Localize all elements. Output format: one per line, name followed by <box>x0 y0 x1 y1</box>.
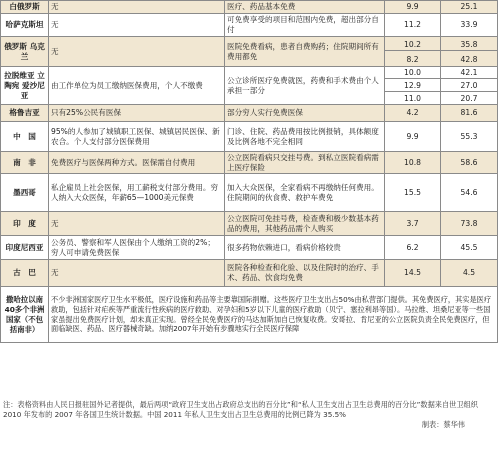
value-line: 35.8 <box>441 39 497 51</box>
private-health-pct-cell: 4.5 <box>441 260 498 287</box>
private-health-pct-cell: 55.3 <box>441 122 498 152</box>
gov-health-pct-cell <box>385 67 441 105</box>
country-cell: 拉脱维亚 立陶宛 爱沙尼亚 <box>1 67 49 105</box>
gov-health-pct-cell: 11.2 <box>385 14 441 37</box>
gov-health-pct-cell: 6.2 <box>385 236 441 260</box>
gov-health-pct-cell <box>385 37 441 67</box>
table-row <box>1 174 498 212</box>
country-cell: 俄罗斯 乌克兰 <box>1 37 49 67</box>
country-cell: 墨西哥 <box>1 174 49 212</box>
table-row <box>1 37 498 67</box>
table-row <box>1 152 498 174</box>
value-line: 12.9 <box>385 80 440 92</box>
value-line: 10.0 <box>385 67 440 79</box>
gov-health-pct-cell: 14.5 <box>385 260 441 287</box>
insurance-cell: 无 <box>49 212 225 236</box>
coverage-cell: 部分穷人实行免费医保 <box>225 105 385 122</box>
coverage-cell: 公立医院可免挂号费，检查费和极少数基本药品的费用，其他药品需个人购买 <box>225 212 385 236</box>
insurance-cell: 公务员、警察和军人医保由个人缴纳工资的2%；穷人可申请免费医保 <box>49 236 225 260</box>
table-row <box>1 14 498 37</box>
table-row-summary <box>1 287 498 343</box>
private-health-pct-cell <box>441 37 498 67</box>
table-row <box>1 212 498 236</box>
country-cell: 古 巴 <box>1 260 49 287</box>
country-cell: 印 度 <box>1 212 49 236</box>
country-cell: 哈萨克斯坦 <box>1 14 49 37</box>
footnote-text: 注：表格资料由人民日报驻国外记者提供，最后两项“政府卫生支出占政府总支出的百分比”和“私人卫生支出占卫生总费用的百分比”数据来自世卫组织 2010 年发布的 2007 年各国卫生统计数据。中国 2011 年私人卫生支出占卫生总费用的比例已降为 35.5% <box>3 400 478 419</box>
value-line: 11.0 <box>404 93 421 103</box>
value-line: 42.8 <box>460 54 478 64</box>
insurance-cell: 95%的人参加了城镇职工医保、城镇居民医保、新农合。个人支付部分医保费用 <box>49 122 225 152</box>
insurance-cell: 无 <box>49 37 225 67</box>
gov-health-pct-cell: 9.9 <box>385 1 441 14</box>
gov-health-pct-cell: 9.9 <box>385 122 441 152</box>
insurance-cell: 无 <box>49 14 225 37</box>
coverage-cell: 公立医院看病只交挂号费。到私立医院看病需上医疗保险 <box>225 152 385 174</box>
summary-label: 撒哈拉以南40多个非洲国家（不包括南非） <box>1 287 49 343</box>
table-row <box>1 67 498 105</box>
gov-health-pct-cell: 15.5 <box>385 174 441 212</box>
coverage-cell: 公立诊所医疗免费就医，药费和手术费由个人承担一部分 <box>225 67 385 105</box>
footnote-credit: 制表：蔡华伟 <box>421 420 465 429</box>
table-row <box>1 260 498 287</box>
country-cell: 南 非 <box>1 152 49 174</box>
table-row <box>1 105 498 122</box>
private-health-pct-cell: 58.6 <box>441 152 498 174</box>
table-body <box>1 1 498 343</box>
summary-text: 不少非洲国家医疗卫生水平极低，医疗设施和药品等主要靠国际捐赠。这些医疗卫生支出占50%由私营部门提供。其免费医疗，其实是医疗救助，包括针对疟疾等严重流行性疾病的医疗救助、对孕妇和5岁以下儿童的医疗救助（贝宁、塞拉利昂等国）。马拉维、坦桑尼亚等一些国家虽提出免费医疗计划，却未真正实现。曾经全民免费医疗的马达加斯加自已恢复收费。安哥拉、肯尼亚的公立医院负责全民免费医疗，但面临缺医、药品、医疗器械奇缺。加纳2007年开始有步骤地实行全民医疗保障 <box>49 287 498 343</box>
gov-health-pct-cell: 4.2 <box>385 105 441 122</box>
value-line: 20.7 <box>460 93 478 103</box>
country-cell: 白俄罗斯 <box>1 1 49 14</box>
coverage-cell: 医院各种检查和化验、以及住院时的治疗、手术、药品、饮食均免费 <box>225 260 385 287</box>
table-row <box>1 236 498 260</box>
insurance-cell: 由工作单位为员工缴纳医保费用，个人不缴费 <box>49 67 225 105</box>
country-cell: 格鲁吉亚 <box>1 105 49 122</box>
private-health-pct-cell: 45.5 <box>441 236 498 260</box>
value-line: 8.2 <box>406 54 419 64</box>
private-health-pct-cell: 33.9 <box>441 14 498 37</box>
insurance-cell: 无 <box>49 260 225 287</box>
insurance-cell: 私企雇员上社会医保，用工薪税支付部分费用。穷人纳入大众医保，年薪65—1000美元保费 <box>49 174 225 212</box>
private-health-pct-cell: 54.6 <box>441 174 498 212</box>
coverage-cell: 很多药物依赖进口，看病价格较贵 <box>225 236 385 260</box>
private-health-pct-cell: 73.8 <box>441 212 498 236</box>
insurance-cell: 无 <box>49 1 225 14</box>
value-line: 27.0 <box>441 80 497 92</box>
coverage-cell: 医院免费看病，患者自费购药；住院期间所有费用都免 <box>225 37 385 67</box>
value-line: 10.2 <box>385 39 440 51</box>
gov-health-pct-cell: 10.8 <box>385 152 441 174</box>
coverage-cell: 门诊、住院、药品费用按比例报销，具体额度及比例各地不完全相同 <box>225 122 385 152</box>
coverage-cell: 可免费享受的项目和范围内免费，超出部分自付 <box>225 14 385 37</box>
private-health-pct-cell: 25.1 <box>441 1 498 14</box>
table-row <box>1 1 498 14</box>
country-cell: 中 国 <box>1 122 49 152</box>
private-health-pct-cell: 81.6 <box>441 105 498 122</box>
coverage-cell: 医疗、药品基本免费 <box>225 1 385 14</box>
coverage-cell: 加入大众医保，全家看病不再缴纳任何费用。住院期间的伙食费、救护车费免 <box>225 174 385 212</box>
insurance-cell: 只有25%公民有医保 <box>49 105 225 122</box>
insurance-cell: 免费医疗与医保两种方式。医保需自付费用 <box>49 152 225 174</box>
gov-health-pct-cell: 3.7 <box>385 212 441 236</box>
country-cell: 印度尼西亚 <box>1 236 49 260</box>
table-row <box>1 122 498 152</box>
private-health-pct-cell <box>441 67 498 105</box>
value-line: 42.1 <box>441 67 497 79</box>
footnote <box>3 400 495 430</box>
